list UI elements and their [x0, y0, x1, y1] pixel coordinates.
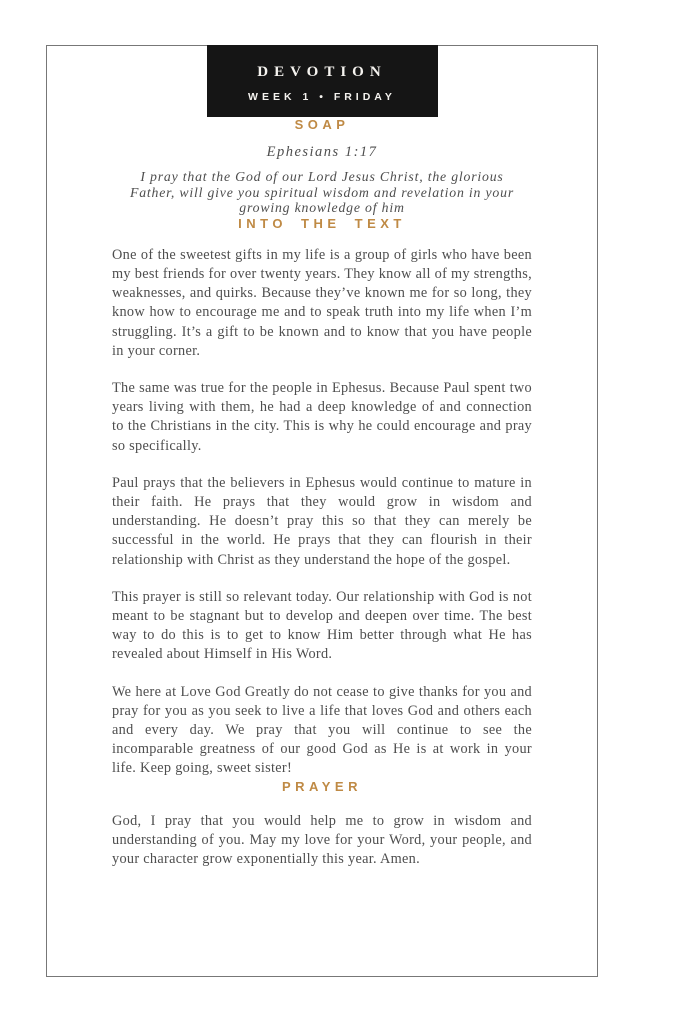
prayer-paragraph: God, I pray that you would help me to grow in wisdom and understanding of you. May my love for your Word, your people, and your character grow exponentially this year. Amen.	[112, 812, 532, 868]
header-title: DEVOTION	[257, 64, 387, 80]
content-column	[112, 117, 532, 869]
body-paragraph-1: One of the sweetest gifts in my life is a group of girls who have been my best friends for over twenty years. They know all of my strengths, weaknesses, and quirks. Because they’ve known me for so long, they know how to encourage me and to speak truth into my life when I’m struggling. It’s a gift to be known and to know that you have people in your corner.	[112, 246, 532, 359]
soap-heading: SOAP	[294, 117, 350, 132]
header-banner	[207, 45, 438, 117]
body-paragraph-2: The same was true for the people in Ephesus. Because Paul spent two years living with them, he had a deep knowledge of and connection to the Christians in the city. This is why he could encourage and pray so specifically.	[112, 380, 532, 454]
body-paragraph-5: We here at Love God Greatly do not cease to give thanks for you and pray for you as you seek to live a life that loves God and others each and every day. We pray that you will continue to see the incomparable greatness of our good God as He is at work in your life. Keep going, sweet sister!	[112, 683, 532, 777]
prayer-heading: PRAYER	[282, 778, 362, 794]
scripture-reference: Ephesians 1:17	[266, 144, 378, 160]
body-paragraph-4: This prayer is still so relevant today. Our relationship with God is not meant to be stagnant but to develop and deepen over time. The best way to do this is to get to know Him better through what He has revealed about Himself in His Word.	[112, 588, 532, 663]
into-the-text-heading: INTO THE TEXT	[238, 215, 406, 231]
body-paragraph-3: Paul prays that the believers in Ephesus would continue to mature in their faith. He prays that they would grow in wisdom and understanding. He doesn’t pray this so that they can merely be successful in the world. He prays that they can flourish in their relationship with Christ as they understand the hope of the gospel.	[112, 474, 532, 568]
scripture-verse: I pray that the God of our Lord Jesus Christ, the glorious Father, will give you spiritual wisdom and revelation in your growing knowledge of him	[130, 169, 514, 216]
page-border-frame	[46, 45, 598, 977]
header-subtitle: WEEK 1 • FRIDAY	[248, 91, 396, 103]
